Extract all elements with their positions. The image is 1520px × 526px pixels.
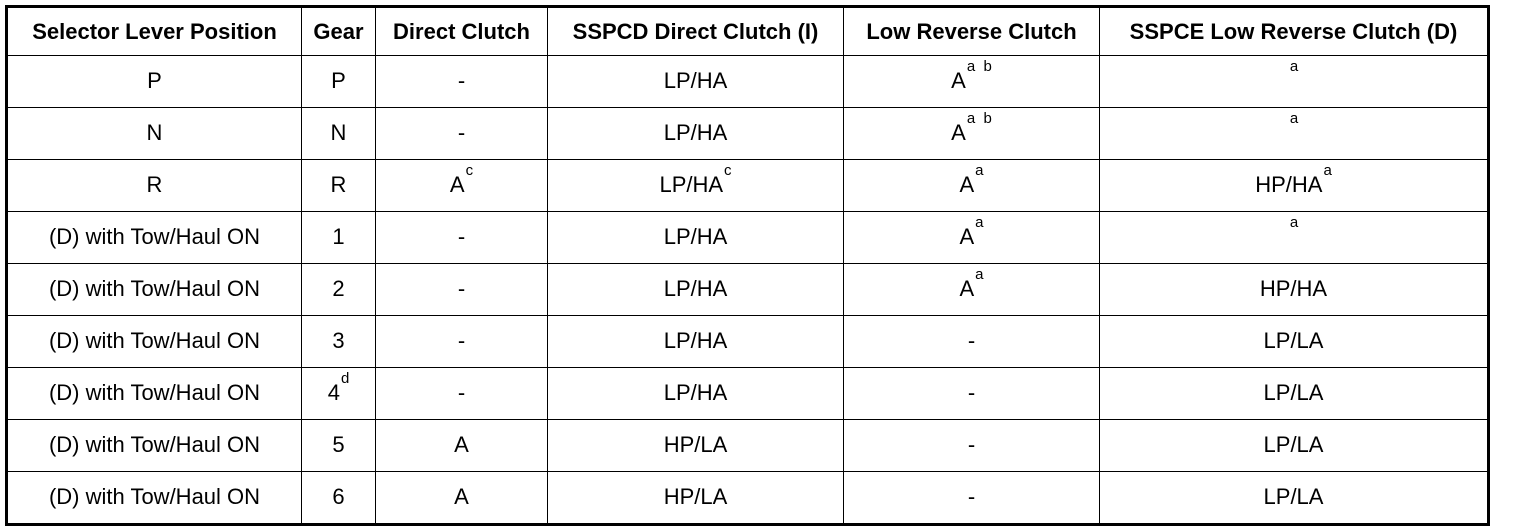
sspcd-direct-clutch-cell [548, 160, 844, 212]
footnote-marker: a [1289, 109, 1299, 127]
cell-value: LP/HA [663, 379, 728, 405]
cell-value: LP/LA [1263, 431, 1324, 457]
footnote-marker: a [1323, 161, 1332, 179]
header-direct-clutch: Direct Clutch [376, 7, 548, 56]
table-row [7, 316, 1489, 368]
cell-value: P [147, 67, 162, 93]
direct-clutch-cell [376, 212, 548, 264]
selector-lever-position-cell [7, 420, 302, 472]
cell-value: R [146, 171, 163, 197]
cell-value: N [146, 119, 163, 145]
cell-value: 1 [332, 223, 345, 249]
cell-value: A [959, 171, 975, 197]
cell-value: 3 [332, 327, 345, 353]
low-reverse-clutch-cell [844, 472, 1100, 525]
sspce-low-reverse-clutch-cell [1100, 316, 1489, 368]
low-reverse-clutch-cell [844, 56, 1100, 108]
selector-lever-position-cell [7, 108, 302, 160]
cell-value: 5 [332, 431, 345, 457]
sspcd-direct-clutch-cell [548, 212, 844, 264]
table-row [7, 160, 1489, 212]
cell-value: HP/HA [1259, 275, 1328, 301]
header-sspcd-direct-clutch: SSPCD Direct Clutch (I) [548, 7, 844, 56]
cell-value: (D) with Tow/Haul ON [48, 483, 261, 509]
gear-cell [302, 108, 376, 160]
direct-clutch-cell [376, 160, 548, 212]
gear-cell [302, 212, 376, 264]
selector-lever-position-cell [7, 368, 302, 420]
sspce-low-reverse-clutch-cell [1100, 56, 1489, 108]
direct-clutch-cell [376, 56, 548, 108]
sspce-low-reverse-clutch-cell [1100, 472, 1489, 525]
table-row [7, 368, 1489, 420]
cell-value: HP/LA [663, 483, 728, 509]
direct-clutch-cell [376, 472, 548, 525]
direct-clutch-cell [376, 108, 548, 160]
cell-value: (D) with Tow/Haul ON [48, 327, 261, 353]
cell-value: - [457, 327, 466, 353]
direct-clutch-cell [376, 264, 548, 316]
cell-value: - [457, 223, 466, 249]
header-selector-lever-position: Selector Lever Position [7, 7, 302, 56]
cell-value: (D) with Tow/Haul ON [48, 223, 261, 249]
cell-value: HP/HA [1255, 171, 1323, 197]
cell-value: - [967, 379, 976, 405]
direct-clutch-cell [376, 420, 548, 472]
low-reverse-clutch-cell [844, 160, 1100, 212]
sspce-low-reverse-clutch-cell [1100, 368, 1489, 420]
sspcd-direct-clutch-cell [548, 316, 844, 368]
cell-value: - [967, 327, 976, 353]
cell-value: LP/HA [663, 275, 728, 301]
sspce-low-reverse-clutch-cell [1100, 420, 1489, 472]
footnote-marker: a [975, 213, 984, 231]
cell-value: (D) with Tow/Haul ON [48, 431, 261, 457]
cell-value: A [454, 483, 469, 509]
cell-value: A [951, 67, 966, 93]
low-reverse-clutch-cell [844, 212, 1100, 264]
gear-cell [302, 420, 376, 472]
low-reverse-clutch-cell [844, 108, 1100, 160]
direct-clutch-cell [376, 316, 548, 368]
cell-value: - [457, 275, 466, 301]
gear-cell [302, 160, 376, 212]
cell-value: A [951, 119, 966, 145]
cell-value: - [457, 379, 466, 405]
cell-value: - [967, 431, 976, 457]
cell-value: A [454, 431, 469, 457]
cell-value: 2 [332, 275, 345, 301]
cell-value: LP/HA [663, 119, 728, 145]
cell-value: - [967, 483, 976, 509]
table-row [7, 264, 1489, 316]
low-reverse-clutch-cell [844, 368, 1100, 420]
low-reverse-clutch-cell [844, 316, 1100, 368]
selector-lever-position-cell [7, 472, 302, 525]
low-reverse-clutch-cell [844, 264, 1100, 316]
cell-value: A [449, 171, 465, 197]
sspcd-direct-clutch-cell [548, 264, 844, 316]
header-gear: Gear [302, 7, 376, 56]
cell-value: P [331, 67, 346, 93]
cell-value: N [330, 119, 347, 145]
sspce-low-reverse-clutch-cell [1100, 212, 1489, 264]
selector-lever-position-cell [7, 160, 302, 212]
table-header [7, 7, 1489, 56]
sspcd-direct-clutch-cell [548, 56, 844, 108]
footnote-marker: a [975, 161, 984, 179]
cell-value: HP/LA [663, 431, 728, 457]
sspcd-direct-clutch-cell [548, 420, 844, 472]
footnote-marker: c [724, 161, 732, 179]
sspcd-direct-clutch-cell [548, 108, 844, 160]
footnote-marker: a [1289, 213, 1299, 231]
cell-value: 6 [332, 483, 345, 509]
footnote-marker: a [975, 265, 984, 283]
cell-value: LP/HA [659, 171, 724, 197]
cell-value: 4 [327, 379, 340, 405]
clutch-application-table [5, 5, 1490, 526]
gear-cell [302, 264, 376, 316]
cell-value: A [959, 275, 975, 301]
cell-value: (D) with Tow/Haul ON [48, 379, 261, 405]
table-row [7, 108, 1489, 160]
sspce-low-reverse-clutch-cell [1100, 160, 1489, 212]
direct-clutch-cell [376, 368, 548, 420]
cell-value: LP/HA [663, 67, 728, 93]
sspcd-direct-clutch-cell [548, 368, 844, 420]
sspcd-direct-clutch-cell [548, 472, 844, 525]
sspce-low-reverse-clutch-cell [1100, 264, 1489, 316]
header-sspce-low-reverse-clutch: SSPCE Low Reverse Clutch (D) [1100, 7, 1489, 56]
gear-cell [302, 368, 376, 420]
gear-cell [302, 56, 376, 108]
cell-value: A [959, 223, 975, 249]
header-low-reverse-clutch: Low Reverse Clutch [844, 7, 1100, 56]
cell-value: R [330, 171, 347, 197]
selector-lever-position-cell [7, 316, 302, 368]
cell-value: LP/LA [1263, 327, 1324, 353]
footnote-marker: a b [966, 57, 992, 75]
footnote-marker: c [465, 161, 474, 179]
selector-lever-position-cell [7, 56, 302, 108]
table-row [7, 472, 1489, 525]
gear-cell [302, 316, 376, 368]
selector-lever-position-cell [7, 264, 302, 316]
table-row [7, 420, 1489, 472]
gear-cell [302, 472, 376, 525]
table-row [7, 56, 1489, 108]
footnote-marker: a b [966, 109, 992, 127]
header-row [7, 7, 1489, 56]
table-body [7, 56, 1489, 525]
cell-value: - [457, 67, 466, 93]
table-row [7, 212, 1489, 264]
cell-value: LP/HA [663, 327, 728, 353]
footnote-marker: a [1289, 57, 1299, 75]
low-reverse-clutch-cell [844, 420, 1100, 472]
cell-value: LP/HA [663, 223, 728, 249]
selector-lever-position-cell [7, 212, 302, 264]
cell-value: LP/LA [1263, 483, 1324, 509]
cell-value: (D) with Tow/Haul ON [48, 275, 261, 301]
sspce-low-reverse-clutch-cell [1100, 108, 1489, 160]
cell-value: LP/LA [1263, 379, 1324, 405]
cell-value: - [457, 119, 466, 145]
footnote-marker: d [340, 369, 350, 387]
